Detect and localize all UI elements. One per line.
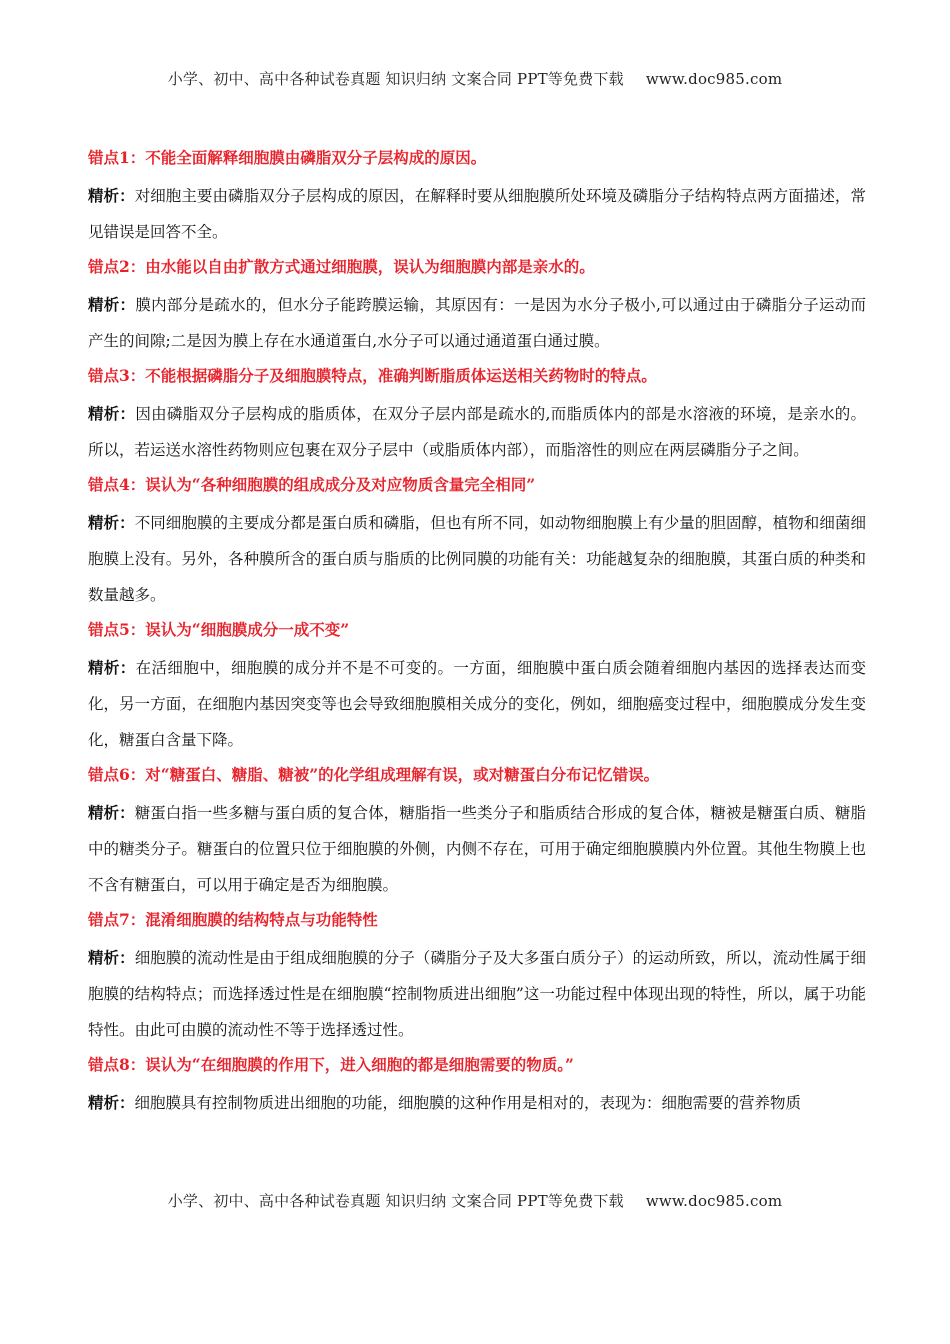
analysis-label: 精析： bbox=[88, 404, 136, 423]
error-point-5 bbox=[88, 615, 866, 758]
analysis-label: 精析： bbox=[88, 948, 135, 967]
analysis-text: 在活细胞中，细胞膜的成分并不是不可变的。一方面，细胞膜中蛋白质会随着细胞内基因的选择表达而变化，另一方面，在细胞内基因突变等也会导致细胞膜相关成分的变化，例如，细胞癌变过程中，细胞膜成分发生变化，糖蛋白含量下降。 bbox=[88, 659, 866, 749]
error-title: 错点5：误认为“细胞膜成分一成不变” bbox=[88, 620, 350, 639]
footer-url[interactable]: www.doc985.com bbox=[645, 1192, 783, 1210]
analysis-paragraph bbox=[88, 396, 866, 468]
analysis-text: 对细胞主要由磷脂双分子层构成的原因，在解释时要从细胞膜所处环境及磷脂分子结构特点两方面描述，常见错误是回答不全。 bbox=[88, 187, 866, 241]
error-point-7 bbox=[88, 905, 866, 1048]
header-text: 小学、初中、高中各种试卷真题 知识归纳 文案合同 PPT等免费下载 bbox=[167, 70, 624, 88]
analysis-text: 因由磷脂双分子层构成的脂质体，在双分子层内部是疏水的,而脂质体内的部是水溶液的环境，是亲水的。所以，若运送水溶性药物则应包裹在双分子层中（或脂质体内部），而脂溶性的则应在两层磷脂分子之间。 bbox=[88, 405, 866, 459]
analysis-label: 精析： bbox=[88, 803, 135, 822]
error-title: 错点4：误认为“各种细胞膜的组成成分及对应物质含量完全相同” bbox=[88, 475, 536, 494]
analysis-label: 精析： bbox=[88, 295, 136, 314]
analysis-paragraph bbox=[88, 178, 866, 250]
error-title: 错点3：不能根据磷脂分子及细胞膜特点，准确判断脂质体运送相关药物时的特点。 bbox=[88, 366, 657, 385]
error-title: 错点6：对“糖蛋白、糖脂、糖被”的化学组成理解有误，或对糖蛋白分布记忆错误。 bbox=[88, 765, 660, 784]
analysis-paragraph bbox=[88, 505, 866, 613]
analysis-paragraph bbox=[88, 287, 866, 359]
analysis-paragraph bbox=[88, 795, 866, 903]
document-body bbox=[88, 143, 866, 1123]
analysis-text: 糖蛋白指一些多糖与蛋白质的复合体，糖脂指一些类分子和脂质结合形成的复合体，糖被是糖蛋白质、糖脂中的糖类分子。糖蛋白的位置只位于细胞膜的外侧，内侧不存在，可用于确定细胞膜膜内外位置。其他生物膜上也不含有糖蛋白，可以用于确定是否为细胞膜。 bbox=[88, 804, 866, 894]
analysis-paragraph bbox=[88, 1085, 866, 1121]
error-point-3 bbox=[88, 361, 866, 468]
error-title: 错点2：由水能以自由扩散方式通过细胞膜，误认为细胞膜内部是亲水的。 bbox=[88, 257, 595, 276]
footer-text: 小学、初中、高中各种试卷真题 知识归纳 文案合同 PPT等免费下载 bbox=[167, 1192, 624, 1210]
error-title: 错点7：混淆细胞膜的结构特点与功能特性 bbox=[88, 910, 378, 929]
error-point-4 bbox=[88, 470, 866, 613]
analysis-label: 精析： bbox=[88, 186, 135, 205]
analysis-label: 精析： bbox=[88, 1093, 135, 1112]
page-footer bbox=[0, 1190, 950, 1211]
error-point-2 bbox=[88, 252, 866, 359]
error-point-8 bbox=[88, 1050, 866, 1121]
header-url[interactable]: www.doc985.com bbox=[645, 70, 783, 88]
analysis-label: 精析： bbox=[88, 513, 135, 532]
analysis-text: 不同细胞膜的主要成分都是蛋白质和磷脂，但也有所不同，如动物细胞膜上有少量的胆固醇，植物和细菌细胞膜上没有。另外，各种膜所含的蛋白质与脂质的比例同膜的功能有关：功能越复杂的细胞膜，其蛋白质的种类和数量越多。 bbox=[88, 514, 866, 604]
error-point-6 bbox=[88, 760, 866, 903]
page-header bbox=[0, 68, 950, 89]
analysis-text: 膜内部分是疏水的，但水分子能跨膜运输，其原因有：一是因为水分子极小,可以通过由于磷脂分子运动而产生的间隙;二是因为膜上存在水通道蛋白,水分子可以通过通道蛋白通过膜。 bbox=[88, 296, 866, 350]
error-point-1 bbox=[88, 143, 866, 250]
error-title: 错点1：不能全面解释细胞膜由磷脂双分子层构成的原因。 bbox=[88, 148, 487, 167]
analysis-paragraph bbox=[88, 650, 866, 758]
analysis-text: 细胞膜具有控制物质进出细胞的功能，细胞膜的这种作用是相对的，表现为：细胞需要的营养物质 bbox=[134, 1094, 802, 1112]
error-title: 错点8：误认为“在细胞膜的作用下，进入细胞的都是细胞需要的物质。” bbox=[88, 1055, 574, 1074]
analysis-text: 细胞膜的流动性是由于组成细胞膜的分子（磷脂分子及大多蛋白质分子）的运动所致，所以，流动性属于细胞膜的结构特点；而选择透过性是在细胞膜“控制物质进出细胞”这一功能过程中体现出现的特性，所以，属于功能特性。由此可由膜的流动性不等于选择透过性。 bbox=[88, 949, 866, 1039]
analysis-paragraph bbox=[88, 940, 866, 1048]
analysis-label: 精析： bbox=[88, 658, 136, 677]
